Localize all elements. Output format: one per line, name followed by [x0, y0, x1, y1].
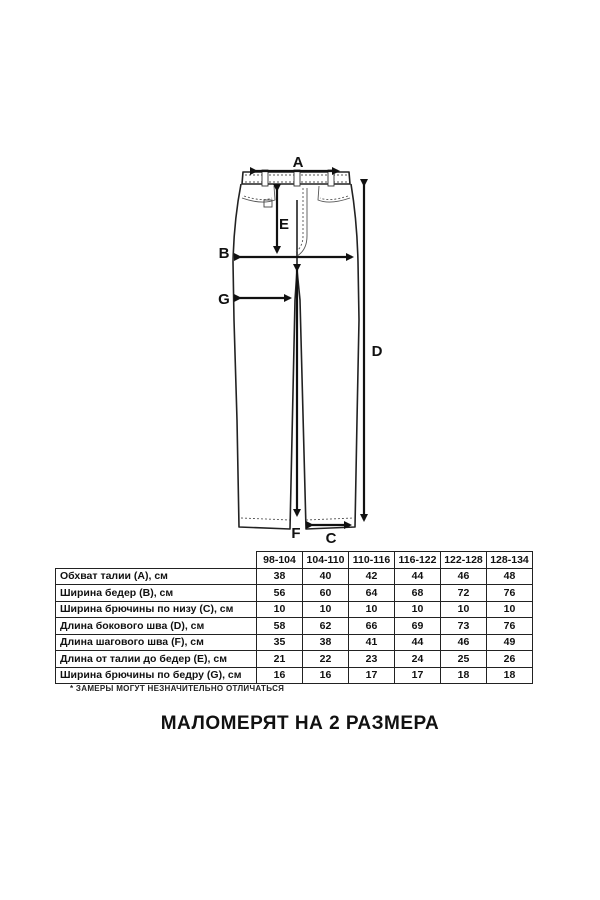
label-d: D — [371, 343, 383, 360]
table-cell: 26 — [487, 651, 533, 668]
size-header-blank — [56, 552, 257, 569]
table-cell: 16 — [257, 667, 303, 684]
table-row — [56, 651, 533, 668]
label-b: B — [218, 245, 230, 262]
table-cell: 38 — [303, 634, 349, 651]
table-cell: 49 — [487, 634, 533, 651]
row-label: Ширина брючины по низу (С), см — [56, 601, 257, 618]
label-f: F — [291, 525, 301, 542]
table-cell: 76 — [487, 618, 533, 635]
table-cell: 10 — [395, 601, 441, 618]
table-cell: 10 — [441, 601, 487, 618]
table-cell: 22 — [303, 651, 349, 668]
table-cell: 21 — [257, 651, 303, 668]
table-cell: 17 — [349, 667, 395, 684]
table-row — [56, 601, 533, 618]
headline: МАЛОМЕРЯТ НА 2 РАЗМЕРА — [160, 713, 440, 734]
label-c: C — [325, 530, 337, 545]
size-header: 104-110 — [303, 552, 349, 569]
table-cell: 44 — [395, 568, 441, 585]
label-a: A — [292, 154, 304, 171]
footnote: * ЗАМЕРЫ МОГУТ НЕЗНАЧИТЕЛЬНО ОТЛИЧАТЬСЯ — [70, 684, 285, 693]
table-row — [56, 585, 533, 602]
size-header: 110-116 — [349, 552, 395, 569]
table-cell: 58 — [257, 618, 303, 635]
table-cell: 44 — [395, 634, 441, 651]
row-label: Длина шагового шва (F), см — [56, 634, 257, 651]
table-cell: 25 — [441, 651, 487, 668]
table-cell: 73 — [441, 618, 487, 635]
label-g: G — [218, 291, 230, 308]
table-cell: 68 — [395, 585, 441, 602]
table-row — [56, 618, 533, 635]
table-cell: 56 — [257, 585, 303, 602]
table-cell: 10 — [257, 601, 303, 618]
table-cell: 48 — [487, 568, 533, 585]
size-table — [55, 551, 533, 684]
table-cell: 41 — [349, 634, 395, 651]
table-cell: 23 — [349, 651, 395, 668]
table-cell: 60 — [303, 585, 349, 602]
row-label: Длина от талии до бедер (Е), см — [56, 651, 257, 668]
row-label: Обхват талии (А), см — [56, 568, 257, 585]
table-row — [56, 667, 533, 684]
size-header: 122-128 — [441, 552, 487, 569]
table-cell: 46 — [441, 568, 487, 585]
row-label: Ширина бедер (В), см — [56, 585, 257, 602]
table-row — [56, 568, 533, 585]
row-label: Длина бокового шва (D), см — [56, 618, 257, 635]
table-cell: 18 — [441, 667, 487, 684]
size-header: 128-134 — [487, 552, 533, 569]
table-cell: 46 — [441, 634, 487, 651]
table-cell: 17 — [395, 667, 441, 684]
table-cell: 10 — [349, 601, 395, 618]
table-cell: 42 — [349, 568, 395, 585]
table-row — [56, 634, 533, 651]
table-cell: 69 — [395, 618, 441, 635]
table-cell: 72 — [441, 585, 487, 602]
table-cell: 35 — [257, 634, 303, 651]
table-cell: 40 — [303, 568, 349, 585]
table-cell: 16 — [303, 667, 349, 684]
size-header: 98-104 — [257, 552, 303, 569]
table-cell: 24 — [395, 651, 441, 668]
table-cell: 10 — [487, 601, 533, 618]
label-e: E — [278, 216, 290, 233]
size-header-row — [56, 552, 533, 569]
table-cell: 76 — [487, 585, 533, 602]
table-cell: 62 — [303, 618, 349, 635]
table-cell: 66 — [349, 618, 395, 635]
table-cell: 64 — [349, 585, 395, 602]
table-cell: 18 — [487, 667, 533, 684]
row-label: Ширина брючины по бедру (G), см — [56, 667, 257, 684]
table-cell: 38 — [257, 568, 303, 585]
table-cell: 10 — [303, 601, 349, 618]
size-header: 116-122 — [395, 552, 441, 569]
